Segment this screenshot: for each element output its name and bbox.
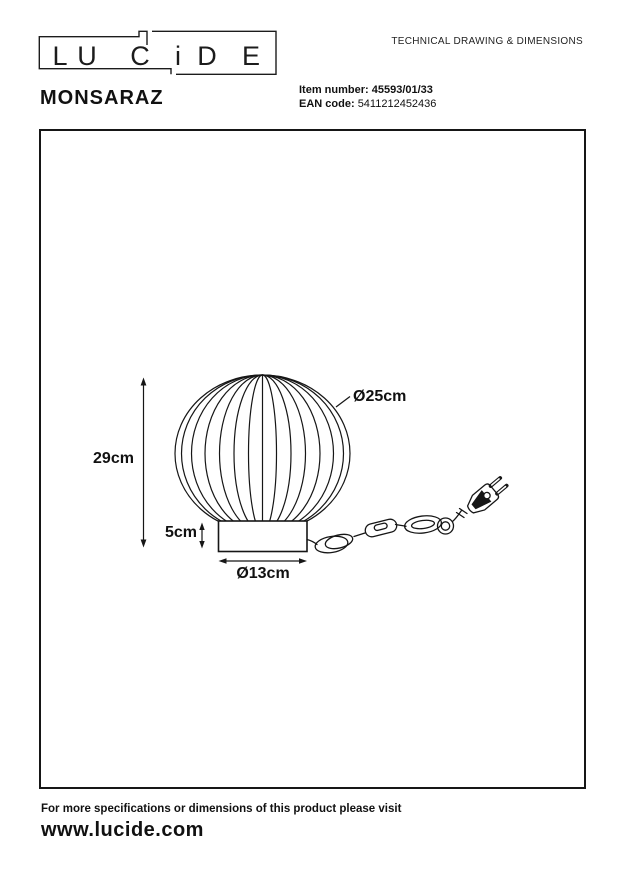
ean-row — [299, 98, 436, 112]
dim-shade-diameter-label: Ø25cm — [353, 388, 407, 405]
inline-switch — [364, 518, 398, 538]
dim-total-height-arrow — [141, 378, 147, 548]
dim-base-height-arrow — [199, 523, 204, 549]
website-link[interactable]: www.lucide.com — [41, 819, 204, 841]
technical-drawing — [39, 129, 586, 789]
doc-title: TECHNICAL DRAWING & DIMENSIONS — [391, 36, 583, 47]
dim-total-height-label: 29cm — [93, 450, 134, 467]
lamp-base — [219, 521, 308, 552]
item-number-row — [299, 84, 436, 98]
ean-label: EAN code: — [299, 97, 355, 110]
product-name: MONSARAZ — [40, 87, 164, 109]
euro-plug — [464, 475, 510, 518]
dim-shade-diameter-leader — [336, 397, 350, 408]
item-number-label: Item number: — [299, 84, 369, 96]
dim-base-height-label: 5cm — [164, 524, 198, 541]
logo-letters: L U C i D E — [52, 41, 261, 71]
lucide-logo — [36, 26, 281, 80]
item-number-value: 45593/01/33 — [371, 84, 433, 96]
globe-shade — [175, 375, 350, 532]
cord-loop-2 — [404, 514, 443, 535]
ean-value: 5411212452436 — [357, 97, 437, 110]
power-cord — [307, 475, 510, 555]
dim-base-diameter-label: Ø13cm — [236, 565, 290, 582]
product-codes — [299, 84, 436, 111]
dim-base-diameter-arrow — [219, 558, 308, 563]
footer-note: For more specifications or dimensions of this product please visit — [41, 803, 402, 815]
logo-frame — [39, 31, 276, 74]
